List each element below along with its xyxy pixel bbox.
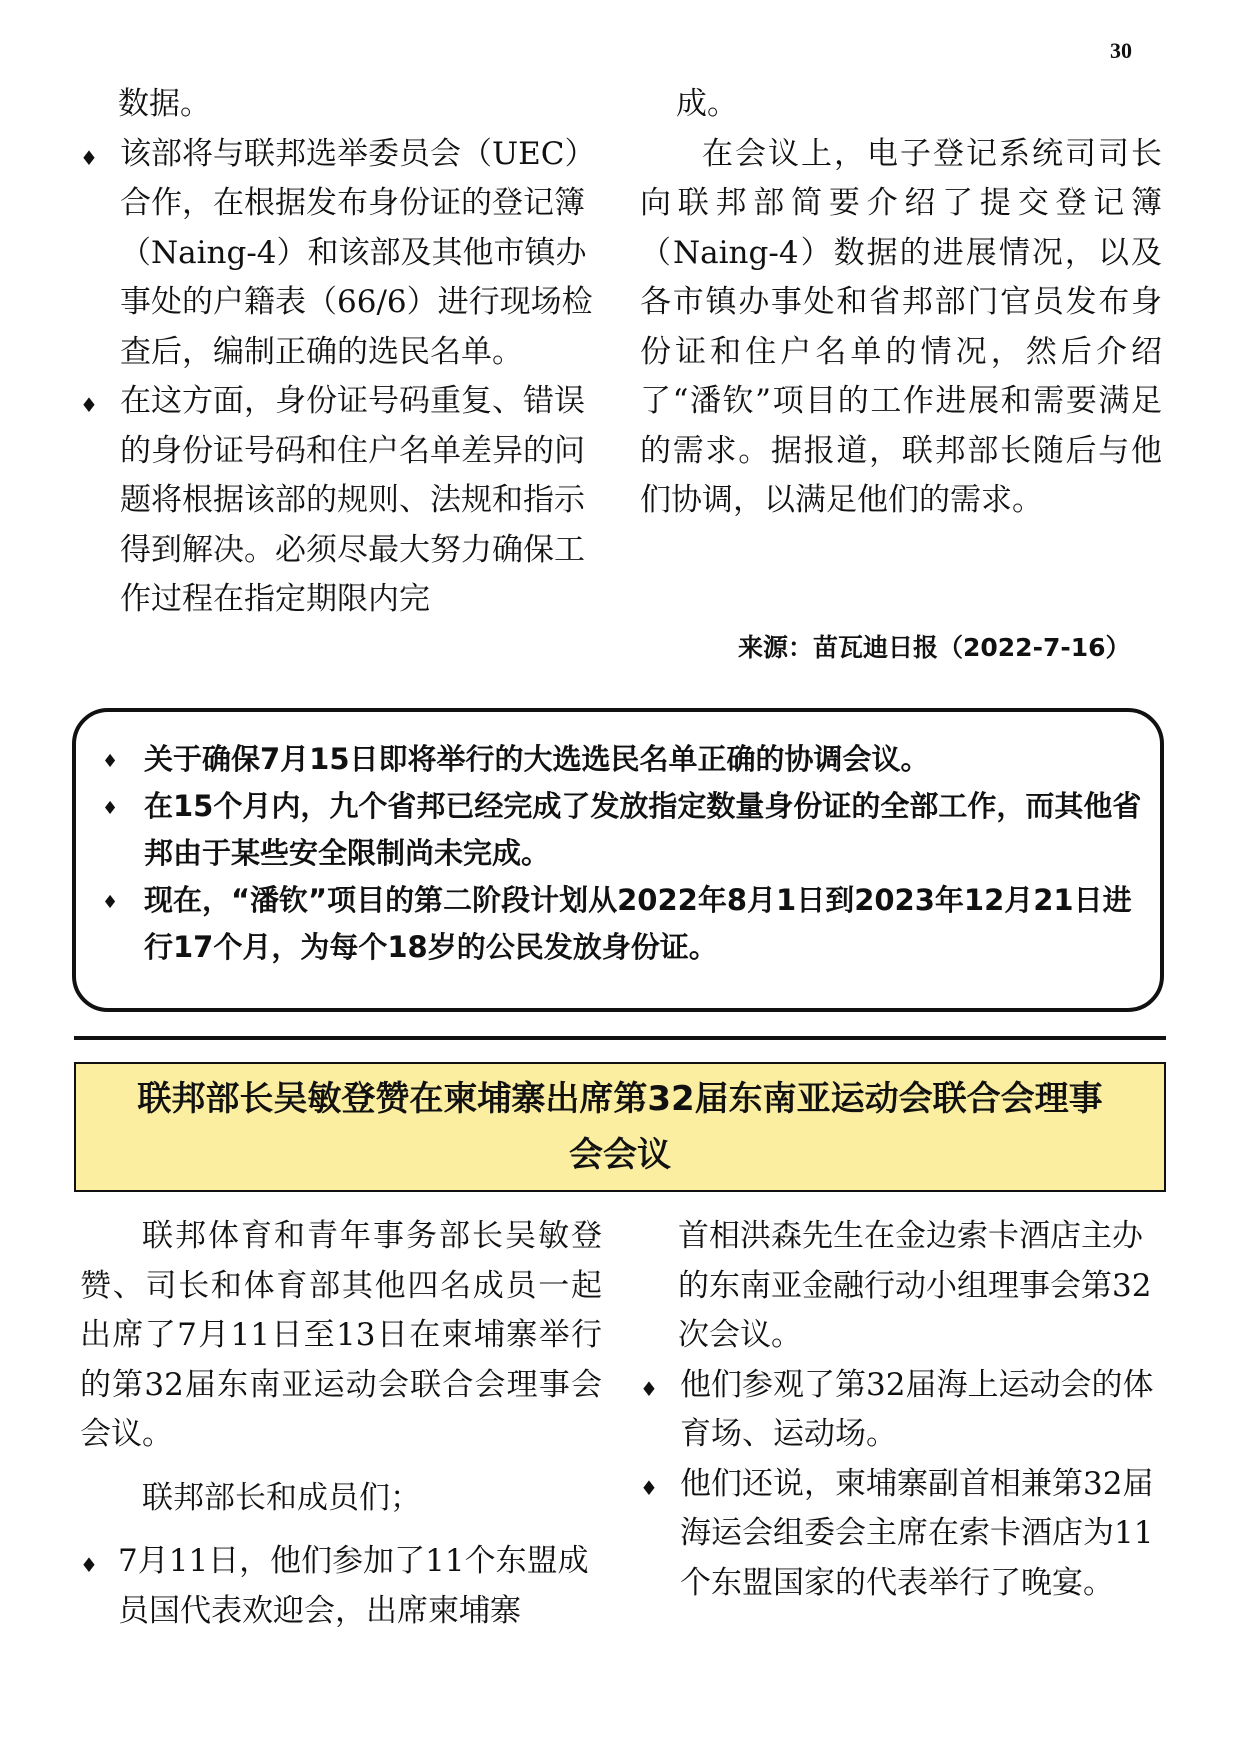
headline-line: 联邦部长吴敏登赞在柬埔寨出席第32届东南亚运动会联合会理事 [137, 1079, 1103, 1119]
continuation-text: 数据。 [118, 86, 211, 122]
top-right-column [640, 80, 1162, 526]
list-item: ♦ 在15个月内，九个省邦已经完成了发放指定数量身份证的全部工作，而其他省邦由于某些安全限制尚未完成。 [98, 783, 1142, 877]
summary-box [72, 708, 1164, 1012]
list-item: ♦ 现在，“潘钦”项目的第二阶段计划从2022年8月1日到2023年12月21日进行17个月，为每个18岁的公民发放身份证。 [98, 877, 1142, 971]
paragraph: 在会议上，电子登记系统司司长向联邦部简要介绍了提交登记簿（Naing-4）数据的进展情况，以及各市镇办事处和省邦部门官员发布身份证和住户名单的情况，然后介绍了“潘钦”项目的工作进展和需要满足的需求。据报道，联邦部长随后与他们协调，以满足他们的需求。 [640, 135, 1162, 518]
list-item: ♦ 在这方面，身份证号码重复、错误的身份证号码和住户名单差异的问题将根据该部的规则、法规和指示得到解决。必须尽最大努力确保工作过程在指定期限内完 [80, 377, 604, 625]
list-item: ♦ 关于确保7月15日即将举行的大选选民名单正确的协调会议。 [98, 736, 1142, 783]
article-right-column [640, 1212, 1162, 1608]
headline-line: 会会议 [569, 1135, 671, 1175]
top-left-column [118, 80, 604, 625]
paragraph: 联邦部长和成员们； [142, 1479, 421, 1516]
list-item: ♦ 他们还说，柬埔寨副首相兼第32届海运会组委会主席在索卡酒店为11个东盟国家的代表举行了晚宴。 [640, 1460, 1162, 1609]
page-number: 30 [1110, 38, 1132, 63]
section-divider [74, 1036, 1166, 1040]
article-left-column [80, 1212, 602, 1636]
continuation-text: 首相洪森先生在金边索卡酒店主办的东南亚金融行动小组理事会第32次会议。 [678, 1218, 1152, 1353]
paragraph: 联邦体育和青年事务部长吴敏登赞、司长和体育部其他四名成员一起出席了7月11日至13日在柬埔寨举行的第32届东南亚运动会联合会理事会会议。 [80, 1218, 602, 1452]
list-item: ♦ 7月11日，他们参加了11个东盟成员国代表欢迎会，出席柬埔寨 [80, 1537, 602, 1636]
source-citation: 来源：苗瓦迪日报（2022-7-16） [738, 633, 1131, 662]
list-item: ♦ 该部将与联邦选举委员会（UEC）合作，在根据发布身份证的登记簿（Naing-4）和该部及其他市镇办事处的户籍表（66/6）进行现场检查后，编制正确的选民名单。 [80, 130, 604, 378]
article-headline [74, 1062, 1166, 1192]
list-item: ♦ 他们参观了第32届海上运动会的体育场、运动场。 [640, 1361, 1162, 1460]
continuation-text: 成。 [676, 86, 738, 122]
